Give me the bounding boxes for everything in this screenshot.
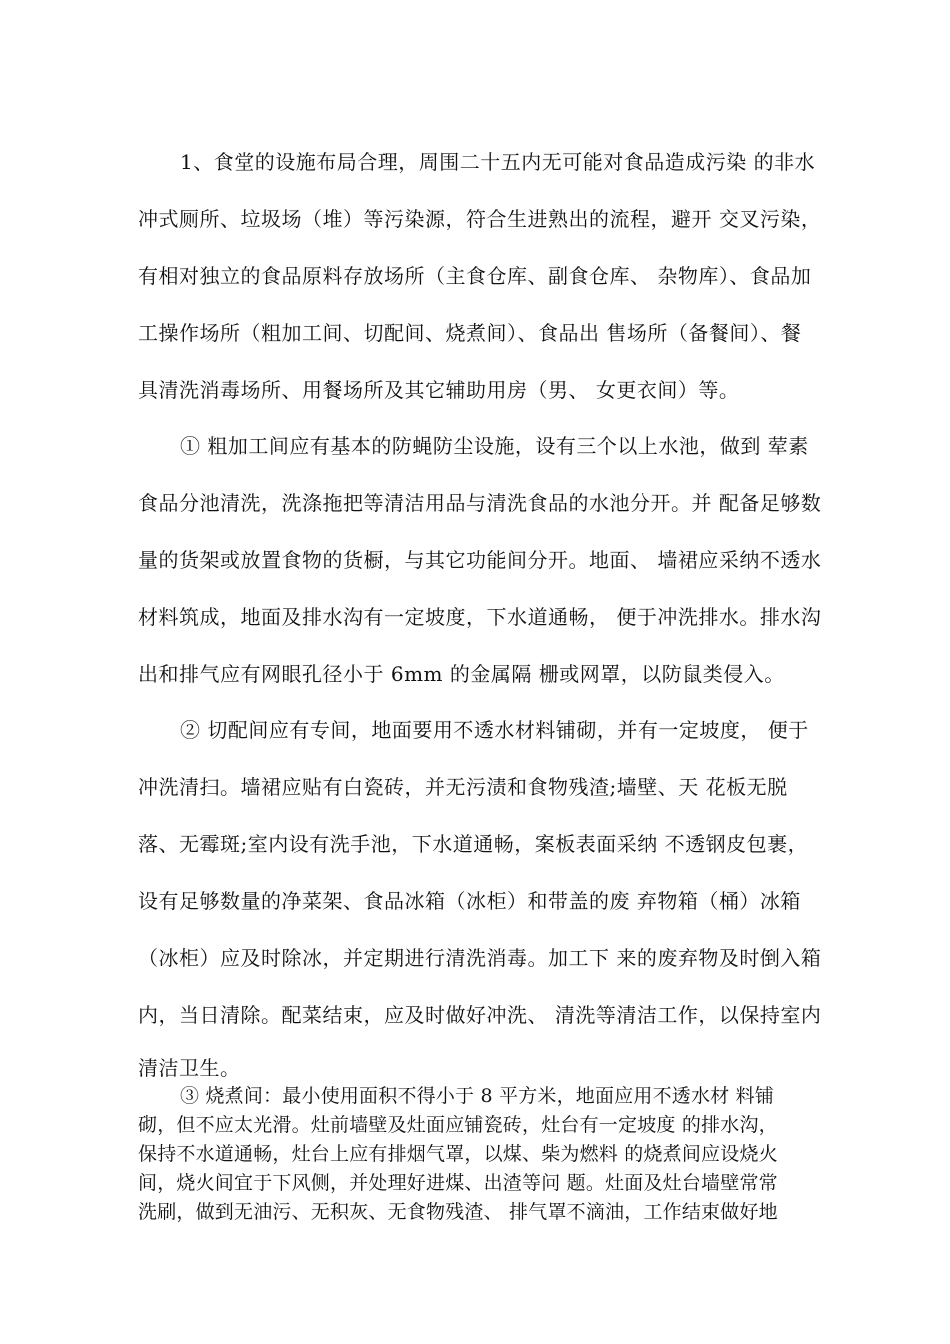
paragraph-1-line-3: 有相对独立的食品原料存放场所（主食仓库、副食仓库、 杂物库）、食品加 (138, 264, 812, 288)
paragraph-4-line-3: 保持不水道通畅，灶台上应有排烟气罩，以煤、柴为燃料 的烧煮间应设烧火 (138, 1143, 778, 1165)
paragraph-3-line-4: 设有足够数量的净菜架、食品冰箱（冰柜）和带盖的废 弃物箱（桶）冰箱 (138, 889, 801, 913)
paragraph-2-line-1: ① 粗加工间应有基本的防蝇防尘设施，设有三个以上水池，做到 荤素 (180, 434, 809, 458)
paragraph-3-line-6: 内，当日清除。配菜结束，应及时做好冲洗、 清洗等清洁工作，以保持室内 (138, 1003, 822, 1027)
paragraph-2-line-5: 出和排气应有网眼孔径小于 6mm 的金属隔 栅或网罩，以防鼠类侵入。 (138, 662, 785, 686)
paragraph-4-line-2: 砌，但不应太光滑。灶前墙壁及灶面应铺瓷砖，灶台有一定坡度 的排水沟， (138, 1114, 778, 1136)
paragraph-1-line-4: 工操作场所（粗加工间、切配间、烧煮间）、食品出 售场所（备餐间）、餐 (138, 321, 802, 345)
paragraph-3-line-7: 清洁卫生。 (138, 1056, 241, 1080)
paragraph-1-line-2: 冲式厕所、垃圾场（堆）等污染源，符合生进熟出的流程，避开 交叉污染， (138, 207, 822, 231)
paragraph-3-line-5: （冰柜）应及时除冰，并定期进行清洗消毒。加工下 来的废弃物及时倒入箱 (138, 946, 822, 970)
paragraph-4-line-1: ③ 烧煮间：最小使用面积不得小于 8 平方米，地面应用不透水材 料铺 (180, 1085, 775, 1107)
paragraph-1-line-1: 1、食堂的设施布局合理，周围二十五内无可能对食品造成污染 的非水 (180, 150, 816, 174)
paragraph-4-line-5: 洗刷，做到无油污、无积灰、无食物残渣、 排气罩不滴油，工作结束做好地 (138, 1201, 778, 1223)
paragraph-1-line-5: 具清洗消毒场所、用餐场所及其它辅助用房（男、 女更衣间）等。 (138, 378, 740, 402)
paragraph-4-line-4: 间，烧火间宜于下风侧，并处理好进煤、出渣等问 题。灶面及灶台墙壁常常 (138, 1172, 778, 1194)
paragraph-3-line-1: ② 切配间应有专间，地面要用不透水材料铺砌，并有一定坡度， 便于 (180, 718, 809, 742)
paragraph-2-line-2: 食品分池清洗，洗涤拖把等清洁用品与清洗食品的水池分开。并 配备足够数 (138, 491, 822, 515)
paragraph-3-line-3: 落、无霉斑;室内设有洗手池，下水道通畅，案板表面采纳 不透钢皮包裹， (138, 832, 809, 856)
paragraph-3-line-2: 冲洗清扫。墙裙应贴有白瓷砖，并无污渍和食物残渣;墙壁、天 花板无脱 (138, 775, 788, 799)
paragraph-2-line-3: 量的货架或放置食物的货橱，与其它功能间分开。地面、 墙裙应采纳不透水 (138, 548, 822, 572)
paragraph-2-line-4: 材料筑成，地面及排水沟有一定坡度，下水道通畅， 便于冲洗排水。排水沟 (138, 605, 822, 629)
